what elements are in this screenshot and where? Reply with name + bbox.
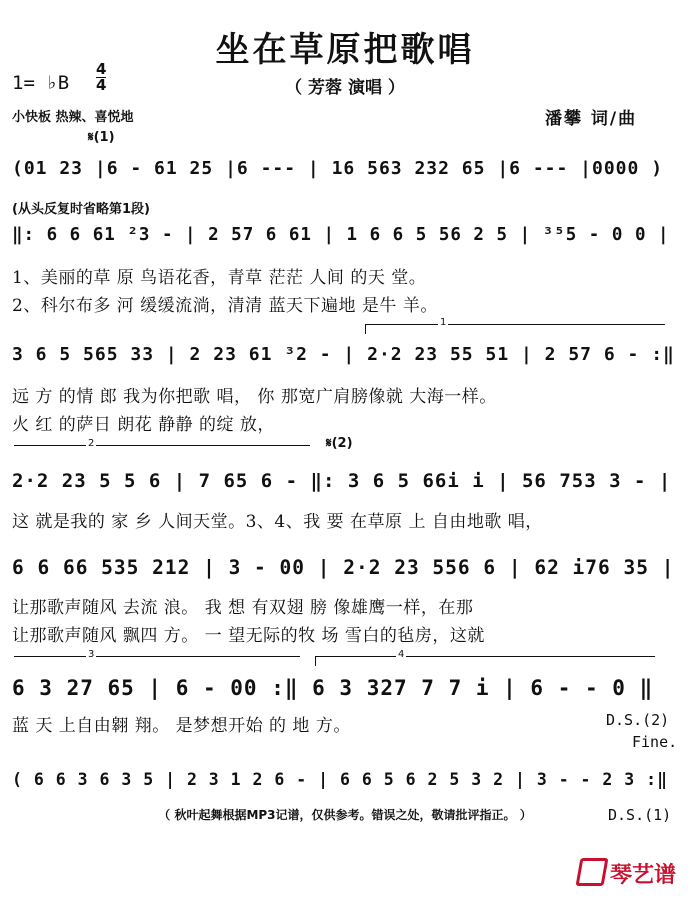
segno-1: 𝄋(1) [88, 130, 115, 145]
lyric-line: 1、美丽的草 原 鸟语花香，青草 茫茫 人间 的天 堂。 [12, 268, 427, 288]
volta-bracket-3 [14, 656, 300, 657]
notation-system-2: ‖: 6 6 61 ²3 - | 2 57 6 61 | 1 6 6 5 56 2 5 | ³⁵5 - 0 0 | [12, 225, 670, 245]
ds2-marking: D.S.(2) [606, 711, 670, 729]
lyric-line: 让那歌声随风 飘四 方。 一 望无际的牧 场 雪白的毡房，这就 [12, 626, 485, 646]
lyric-line: 蓝 天 上自由翱 翔。 是梦想开始 的 地 方。 [12, 716, 351, 736]
logo-text: 琴艺谱 [609, 863, 676, 888]
segno-2: 𝄋(2) [326, 436, 353, 451]
logo-icon [576, 858, 609, 886]
volta-number-1: 1 [440, 317, 447, 328]
notation-system-7: ( 6 6 3 6 3 5 | 2 3 1 2 6 - | 6 6 5 6 2 5 3 2 | 3 - - 2 3 :‖ [12, 770, 669, 789]
volta-number-3: 3 [88, 649, 95, 660]
lyric-line: 2、科尔布多 河 缓缓流淌，清清 蓝天下遍地 是牛 羊。 [12, 296, 438, 316]
volta-bracket-1 [365, 324, 665, 325]
singer-credit: （ 芳蓉 演唱 ） [285, 78, 405, 98]
notation-system-6: 6 3 27 65 | 6 - 00 :‖ 6 3 327 7 7 i | 6 - - 0 ‖ [12, 676, 654, 700]
lyric-line: 让那歌声随风 去流 浪。 我 想 有双翅 膀 像雄鹰一样，在那 [12, 598, 474, 618]
notation-system-3: 3 6 5 565 33 | 2 23 61 ³2 - | 2·2 23 55 51 | 2 57 6 - :‖ [12, 344, 675, 365]
ds1-marking: D.S.(1) [608, 806, 672, 824]
volta-bracket-4 [315, 656, 655, 657]
meter-bottom: 4 [96, 76, 107, 94]
notation-system-1: (01 23 |6 - 61 25 |6 --- | 16 563 232 65 |6 --- |0000 ) [12, 158, 664, 179]
lyric-line: 这 就是我的 家 乡 人间天堂。3、4、我 要 在草原 上 自由地歌 唱， [12, 512, 543, 532]
lyric-line: 火 红 的萨日 朗花 静静 的绽 放， [12, 415, 275, 435]
key-signature: 1= ♭B [12, 72, 70, 94]
meter-top: 4 [96, 60, 107, 78]
volta-number-2: 2 [88, 438, 95, 449]
repeat-note: (从头反复时省略第1段) [12, 202, 150, 217]
time-signature [96, 62, 106, 93]
author-credit: 潘攀 词/曲 [545, 109, 638, 129]
volta-tick [365, 324, 366, 334]
notation-system-5: 6 6 66 535 212 | 3 - 00 | 2·2 23 556 6 | 62 i76 35 | [12, 556, 675, 579]
notation-system-4: 2·2 23 5 5 6 | 7 65 6 - ‖: 3 6 5 66i i | 56 753 3 - | [12, 470, 672, 492]
fine-marking: Fine. [632, 733, 678, 751]
volta-bracket-2 [14, 445, 310, 446]
volta-number-4: 4 [398, 649, 405, 660]
tempo-marking: 小快板 热辣、喜悦地 [12, 110, 134, 125]
transcriber-note: （ 秋叶起舞根据MP3记谱，仅供参考。错误之处，敬请批评指正。 ） [158, 808, 532, 822]
volta-tick [315, 656, 316, 666]
site-logo [578, 858, 676, 889]
lyric-line: 远 方 的情 郎 我为你把歌 唱， 你 那宽广肩膀像就 大海一样。 [12, 387, 497, 407]
song-title: 坐在草原把歌唱 [215, 30, 475, 70]
